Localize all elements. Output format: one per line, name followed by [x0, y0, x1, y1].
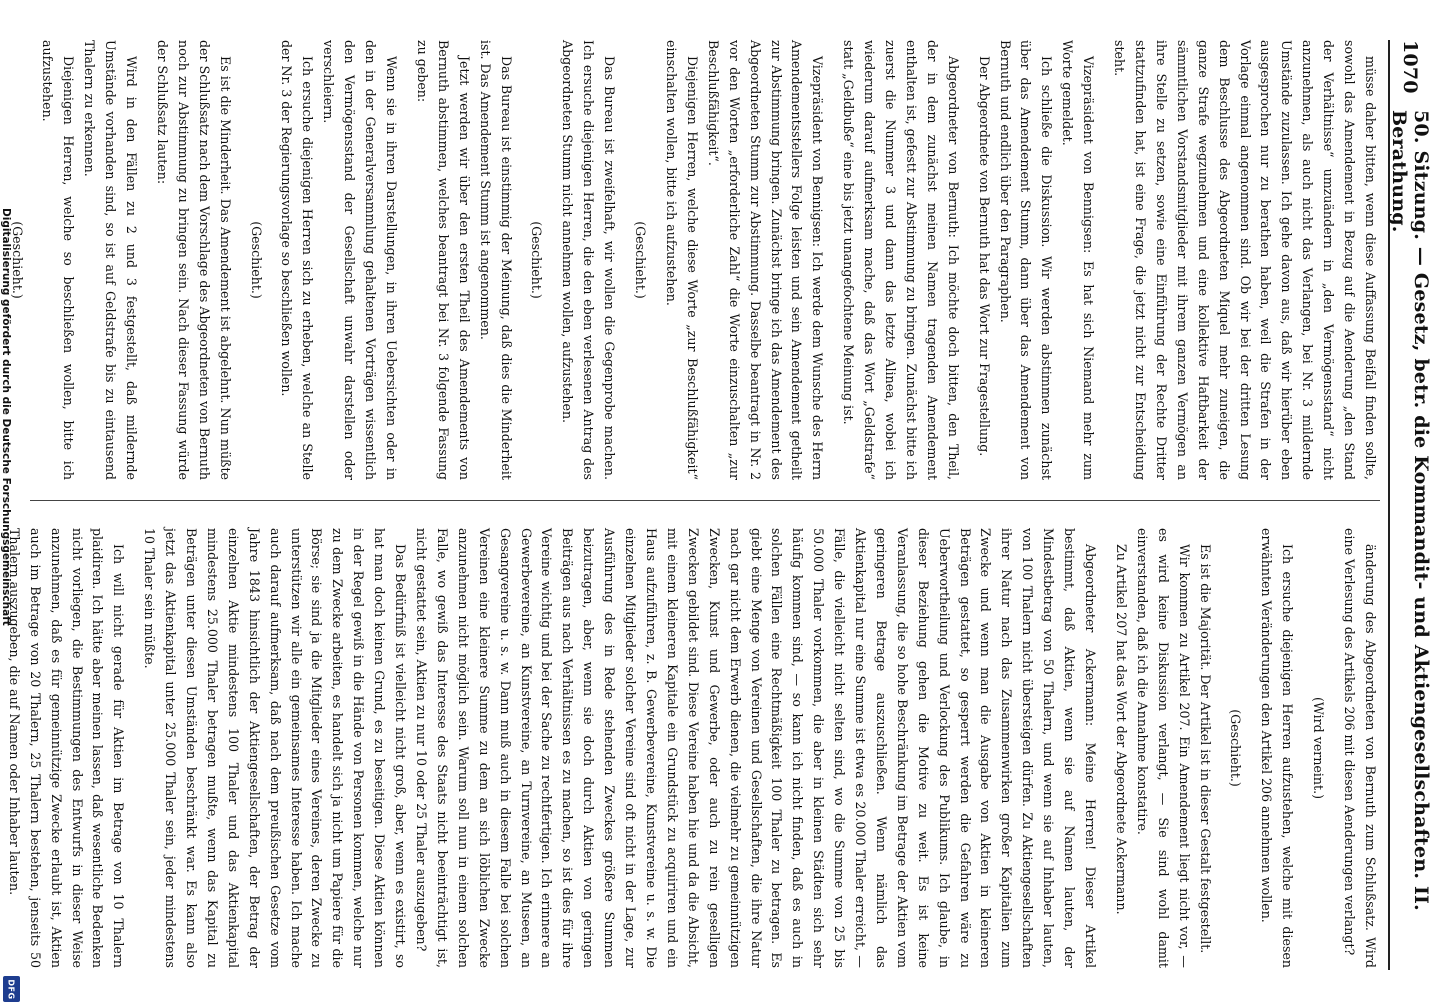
paragraph: Ich ersuche diejenigen Herren sich zu erheben, welche an Stelle der Nr. 3 der Regierungsvorlage so beschließen wollen. [279, 40, 316, 480]
credit-text: Digitalisierung gefördert durch die Deutsche Forschungsgemeinschaft [0, 208, 12, 626]
digitization-credit [0, 8, 22, 1000]
page-header [1388, 40, 1430, 970]
paragraph: Wir kommen zu Artikel 207. Ein Amendement liegt nicht vor, — es wird keine Diskussion verlangt, — Sie sind wohl damit einverstanden, daß ich die Annahme konstatire. [1134, 528, 1192, 968]
paragraph: Ich schließe die Diskussion. Wir werden abstimmen zunächst über das Amendement Stumm, dann über das Amendement von Bernuth und endlich über den Paragraphen. [997, 40, 1055, 480]
paragraph: Jetzt werden wir über den ersten Theil des Amendements von Bernuth abstimmen, welches beantragt bei Nr. 3 folgende Fassung zu geben: [414, 40, 472, 480]
paragraph: Vizepräsident von Bennigsen: Es hat sich Niemand mehr zum Worte gemeldet. [1060, 40, 1097, 480]
paragraph: (Geschieht.) [9, 221, 25, 299]
paragraph: Das Bedürfniß ist vielleicht nicht groß, aber, wenn es existirt, so hat man doch keinen Grund, es zu beseitigen. Diese Aktien können in der Regel gewiß in die Hände von Personen kommen, welche nur zu dem Zwecke arbeiten, es handelt sich ja nicht um Papiere für die Börse; sie sind ja die Mitglieder eines Vereines, deren Zwecke zu unterstützen wir alle ein gemeinsames Interesse haben. Ich mache auch darauf aufmerksam, daß nach dem preußischen Gesetze vom Jahre 1843 hinsichtlich der Aktiengesellschaften, der Betrag der einzelnen Aktie mindestens 100 Thaler und das Aktienkapital mindestens 25.000 Thaler betragen mußte, wenn das Kapital zu Beträgen unter diesen Umständen beschränkt war. Es kann also jetzt das Aktienkapital unter 25.000 Thaler sein, jeder mindestens 10 Thaler sein müßte. [142, 528, 409, 968]
paragraph: (Wird verneint.) [1311, 696, 1327, 800]
page-number: 1070 [1399, 40, 1421, 94]
paragraph: Wenn sie in ihren Darstellungen, in ihren Uebersichten oder in den in der Generalversammlung gehaltenen Vorträgen wissentlich den Vermögensstand der Gesellschaft unwahr darstellen oder verschleiern. [321, 40, 400, 480]
paragraph: Es ist die Minderheit. Das Amendement ist abgelehnt. Nun müßte der Schlußsatz nach dem Vorschlage des Abgeordneten von Bernuth noch zur Abstimmung zu bringen sein. Nach dieser Fassung würde der Schlußsatz lauten: [154, 40, 233, 480]
paragraph: Diejenigen Herren, welche diese Worte „zur Beschlußfähigkeit“ einschalten wollen, bitte ich aufzustehen. [664, 40, 700, 480]
paragraph: Der Abgeordnete von Bernuth hat das Wort zur Fragestellung. [976, 56, 992, 457]
page-title: 50. Sitzung. — Gesetz, betr. die Kommandit- und Aktiengesellschaften. II. Berathung. [1388, 110, 1432, 911]
paragraph: müsse daher bitten, wenn diese Auffassung Beifall finden sollte, sowohl das Amendement in Bezug auf die Aenderung „den Stand der Verhältnisse“ umzuändern in „den Vermögensstand“ nicht anzunehmen, als auch nicht das Verlangen, bei Nr. 3 mildernde Umstände zuzulassen. Ich gehe davon aus, daß wir hierüber eben ausgesprochen nur zu berathen haben, weil die Strafen in der Vorlage einmal angenommen sind. Ob wir bei der dritten Lesung dem Beschlusse des Abgeordneten Miquel mehr zuneigen, die ganze Strafe wegzunehmen und eine kollektive Haftbarkeit der sämmtlichen Vorstandsmitglieder mit ihrem ganzen Vermögen an ihre Stelle zu setzen, sowie eine Einführung der Rechte Dritter stattzufinden hat, ist eine Frage, die jetzt nicht zur Entscheidung steht. [1112, 40, 1378, 480]
paragraph: Das Bureau ist zweifelhaft, wir wollen die Gegenprobe machen. Ich ersuche diejenigen Herren, die den eben verlesenen Antrag des Abgeordneten Stumm nicht annehmen wollen, aufzustehen. [560, 40, 618, 480]
text-column-right [6, 528, 1380, 968]
paragraph: Es ist die Majorität. Der Artikel ist in dieser Gestalt festgestellt. [1197, 544, 1213, 954]
paragraph: Abgeordneter Ackermann: Meine Herren! Dieser Artikel bestimmt, daß Aktien, wenn sie auf Namen lauten, der Mindestbetrag von 50 Thalern, und wenn sie auf Inhaber lauten, von 100 Thalern nicht übersteigen dürfen. Zu Aktiengesellschaften ihrer Natur nach das Zusammenwirken großer Kapitalien zum Zwecke und wenn man die Ausgabe von Aktien in kleineren Beträgen gestattet, so gesperrt werden die Gefahren wäre zu Ueberwortheilung und Verlockung des Publikums. Ich glaube, in dieser Beziehung gehen die Motive zu weit. Es ist keine Veranlassung, die so hohe Beschränkung im Betrage der Aktien vom geringeren Betrage auszuschließen. Wenn nämlich das Aktienkapital nur eine Summe ist etwa es 20.000 Thaler erreicht, — Fälle, die vielleicht nicht selten sind, wo die Summe von 25 bis 50.000 Thaler vorkommen, die aber in kleinen Städten sich sehr häufig kommen sind, — so kann ich nicht finden, daß es auch in solchen Fällen eine Rechtmäßigkeit 100 Thaler zu betragen. Es giebt eine Menge von Vereinen und Gesellschaften, die ihre Natur nach gar nicht dem Erwerb dienen, die vielmehr zu gemeinnützigen Zwecken, Kunst und Gewerbe, oder auch zu rein geselligen Zwecken gebildet sind. Diese Vereine haben hie und da die Absicht, mit einem kleineren Kapitale ein Grundstück zu acquiriren und ein Haus aufzuführen, z. B. Gewerbevereine, Kunstvereine u. s. w. Die einzelnen Mitglieder solcher Vereine sind oft nicht in der Lage, zur Ausführung des in Rede stehenden Zweckes größere Summen beizutragen, aber, wenn sie doch durch Aktien von geringen Beiträgen aus nach Verhältnissen es zu machen, so ist dies für ihre Vereine wichtig und bei der Sache zu rechtfertigen. Ich erinnere an Gewerbevereine, an Kunstvereine, an Turnvereine, an Museen, an Gesangvereine u. s. w. Dann muß auch in diesem Falle bei solchen Vereinen eine kleinere Summe zu dem an sich löblichen Zwecke anzunehmen nicht möglich sein. Warum soll nun in einem solchen Falle, wo gewiß das Interesse des Staats nicht beeinträchtigt ist, nicht gestattet sein, Aktien zu nur 10 oder 25 Thaler auszugeben? [414, 528, 1099, 968]
paragraph: Diejenigen Herren, welche so beschließen wollen, bitte ich aufzustehen. [40, 40, 77, 480]
dfg-logo [3, 976, 20, 1002]
paragraph: Zu Artikel 207 hat das Wort der Abgeordnete Ackermann. [1113, 544, 1129, 915]
paragraph: (Geschieht.) [1228, 709, 1244, 787]
paragraph: (Geschieht.) [633, 221, 649, 299]
paragraph: Abgeordneter von Bernuth: Ich möchte doch bitten, den Theil, der in dem zunächst meinen Namen tragenden Amendement enthalten ist, gefestt zur Abstimmung zu bringen. Zunächst bitte ich zuerst die Nummer 3 und dann das letzte Alinea, wobei ich wiederum darauf aufmerksam mache, daß das Wort „Geldstrafe“ statt „Geldbuße“ eine bis jetzt unangefochtene Meinung ist. [841, 40, 961, 480]
dfg-logo-text: DFG [7, 978, 17, 1000]
text-column-left [9, 40, 1380, 480]
paragraph: Vizepräsident von Bennigsen: Ich werde dem Wunsche des Herrn Amendementsstellers Folge leisten und sein Amendement getheilt zur Abstimmung bringen. Zunächst bringe ich das Amendement des Abgeordneten Stumm zur Abstimmung. Dasselbe beantragt in Nr. 2 vor den Worten „erforderliche Zahl“ die Worte einzuschalten „zur Beschlußfähigkeit“. [705, 40, 826, 480]
paragraph: Ich ersuche diejenigen Herren aufzustehen, welche mit diesen erwähnten Veränderungen den Artikel 206 annehmen wollen. [1259, 528, 1296, 968]
paragraph: Ich will nicht gerade für Aktien im Betrage von 10 Thalern plaidiren. Ich hätte aber meinen lassen, daß wesentliche Bedenken nicht vorliegen, die Bestimmungen des Entwurfs in dieser Weise anzunehmen, daß es für gemeinnützige Zwecke erlaubt ist, Aktien auch im Betrage von 20 Thalern, 25 Thalern bestehen, jenseits 50 Thalern auszugeben, die auf Namen oder Inhaber lauten. [6, 528, 127, 968]
paragraph: Das Bureau ist einstimmig der Meinung, daß dies die Minderheit ist. Das Amendement Stumm ist angenommen. [477, 40, 514, 480]
paragraph: (Geschieht.) [248, 221, 264, 299]
paragraph: Wird in den Fällen zu 2 und 3 festgestellt, daß mildernde Umstände vorhanden sind, so ist auf Geldstrafe bis zu eintausend Thalern zu erkennen. [82, 40, 140, 480]
column-divider [30, 500, 1380, 501]
paragraph: änderung des Abgeordneten von Bernuth zum Schlußsatz. Wird eine Verlesung des Artikels 206 mit diesen Aenderungen verlangt? [1342, 528, 1378, 968]
paragraph: (Geschieht.) [529, 221, 545, 299]
